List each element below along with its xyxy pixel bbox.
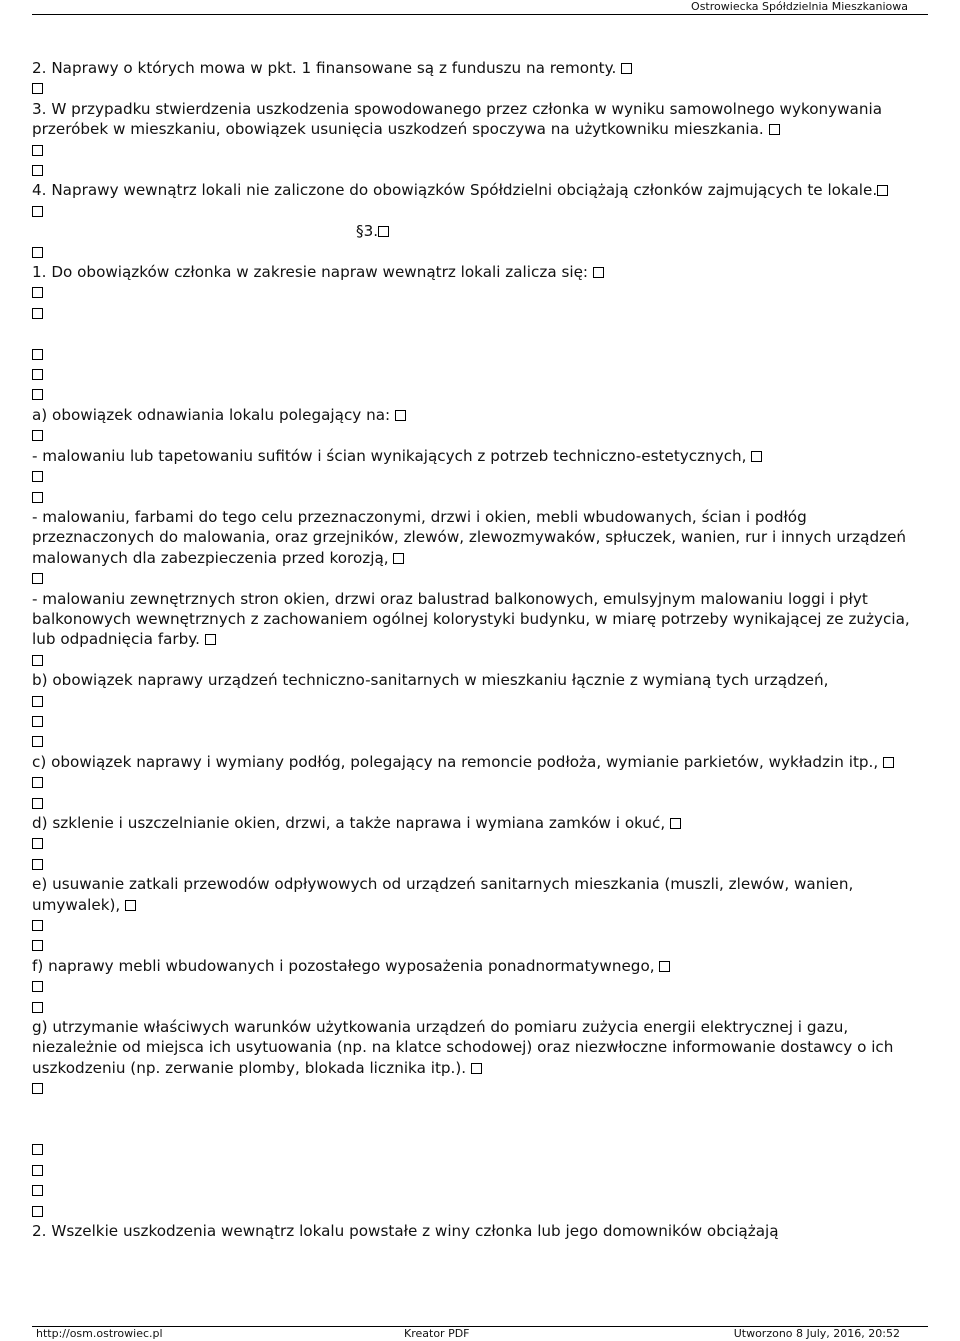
box-icon [32, 981, 43, 992]
empty-line [32, 935, 920, 955]
box-icon [883, 757, 894, 768]
box-icon [32, 1185, 43, 1196]
box-icon [32, 145, 43, 156]
box-icon [32, 83, 43, 94]
box-icon [32, 736, 43, 747]
box-icon [751, 451, 762, 462]
empty-line [32, 1180, 920, 1200]
box-icon [32, 1165, 43, 1176]
empty-line [32, 1139, 920, 1159]
box-icon [32, 798, 43, 809]
empty-line [32, 1160, 920, 1180]
box-icon [32, 165, 43, 176]
empty-line [32, 731, 920, 751]
empty-line [32, 344, 920, 364]
empty-line [32, 78, 920, 98]
box-icon [32, 369, 43, 380]
list-item: d) szklenie i uszczelnianie okien, drzwi, a także naprawa i wymiana zamków i okuć, [32, 813, 920, 833]
empty-line [32, 282, 920, 302]
box-icon [32, 1144, 43, 1155]
empty-line [32, 1201, 920, 1221]
paragraph: 3. W przypadku stwierdzenia uszkodzenia spowodowanego przez członka w wyniku samowolnego wykonywania przeróbek w mieszkaniu, obowiązek usunięcia uszkodzeń spoczywa na użytkowniku mieszkania. [32, 99, 887, 139]
empty-line [32, 242, 920, 262]
header-title: Ostrowiecka Spółdzielnia Mieszkaniowa [691, 0, 908, 13]
footer-url[interactable]: http://osm.ostrowiec.pl [36, 1327, 163, 1340]
box-icon [32, 287, 43, 298]
box-icon [32, 859, 43, 870]
empty-line [32, 140, 920, 160]
box-icon [32, 206, 43, 217]
box-icon [769, 124, 780, 135]
empty-line [32, 833, 920, 853]
box-icon [593, 267, 604, 278]
box-icon [32, 308, 43, 319]
box-icon [32, 777, 43, 788]
box-icon [32, 430, 43, 441]
box-icon [395, 410, 406, 421]
empty-line [32, 711, 920, 731]
box-icon [32, 471, 43, 482]
empty-line [32, 425, 920, 445]
list-subitem: - malowaniu lub tapetowaniu sufitów i ścian wynikających z potrzeb techniczno-estetycznych, [32, 446, 920, 466]
footer-creator: Kreator PDF [404, 1327, 470, 1340]
document-body [32, 58, 920, 1242]
box-icon [621, 63, 632, 74]
empty-line [32, 303, 920, 323]
box-icon [659, 961, 670, 972]
empty-line [32, 466, 920, 486]
box-icon [32, 492, 43, 503]
box-icon [877, 185, 888, 196]
box-icon [205, 634, 216, 645]
empty-line [32, 915, 920, 935]
list-item: f) naprawy mebli wbudowanych i pozostałego wyposażenia ponadnormatywnego, [32, 956, 920, 976]
box-icon [125, 900, 136, 911]
empty-line [32, 201, 920, 221]
list-item: g) utrzymanie właściwych warunków użytkowania urządzeń do pomiaru zużycia energii elektrycznej i gazu, niezależnie od miejsca ich usytuowania (np. na klatce schodowej) oraz niezwłoczne informowanie dostawcy o ich uszkodzeniu (np. zerwanie plomby, blokada licznika itp.). [32, 1018, 899, 1077]
box-icon [32, 940, 43, 951]
list-subitem: - malowaniu, farbami do tego celu przeznaczonymi, drzwi i okien, mebli wbudowanych, ścian i podłóg przeznaczonych do malowania, oraz grzejników, zlewów, zlewozmywaków, spłuczek, wanien, rur i innych urządzeń malowanych dla zabezpieczenia przed korozją, [32, 507, 911, 567]
empty-line [32, 160, 920, 180]
empty-line [32, 772, 920, 792]
empty-line [32, 976, 920, 996]
box-icon [32, 655, 43, 666]
box-icon [670, 818, 681, 829]
list-subitem: - malowaniu zewnętrznych stron okien, drzwi oraz balustrad balkonowych, emulsyjnym malowaniu loggi i płyt balkonowych wewnętrznych z zachowaniem ogólnej kolorystyki budynku, w miarę potrzeby wynikającej ze zużycia, lub odpadnięcia farby. [32, 589, 915, 649]
empty-line [32, 691, 920, 711]
box-icon [32, 920, 43, 931]
empty-line [32, 793, 920, 813]
box-icon [32, 247, 43, 258]
paragraph: 2. Wszelkie uszkodzenia wewnątrz lokalu powstałe z winy członka lub jego domowników obciążają [32, 1222, 779, 1241]
empty-line [32, 487, 920, 507]
footer-created: Utworzono 8 July, 2016, 20:52 [733, 1327, 900, 1340]
empty-line [32, 568, 920, 588]
box-icon [32, 1206, 43, 1217]
list-item: e) usuwanie zatkali przewodów odpływowych od urządzeń sanitarnych mieszkania (muszli, zlewów, wanien, umywalek), [32, 875, 859, 914]
list-item: c) obowiązek naprawy i wymiany podłóg, polegający na remoncie podłoża, wymianie parkietów, wykładzin itp., [32, 752, 920, 772]
box-icon [32, 389, 43, 400]
box-icon [32, 696, 43, 707]
page-header [32, 0, 928, 15]
empty-line [32, 650, 920, 670]
page-footer [32, 1326, 928, 1341]
paragraph: 4. Naprawy wewnątrz lokali nie zaliczone do obowiązków Spółdzielni obciążają członków zajmujących te lokale. [32, 180, 920, 200]
paragraph: 1. Do obowiązków członka w zakresie napraw wewnątrz lokali zalicza się: [32, 262, 920, 282]
box-icon [32, 838, 43, 849]
empty-line [32, 1078, 920, 1098]
empty-line [32, 384, 920, 404]
box-icon [32, 716, 43, 727]
box-icon [32, 573, 43, 584]
box-icon [393, 553, 404, 564]
empty-line [32, 997, 920, 1017]
box-icon [32, 1083, 43, 1094]
list-item: b) obowiązek naprawy urządzeń techniczno-sanitarnych w mieszkaniu łącznie z wymianą tych urządzeń, [32, 671, 829, 690]
list-item: a) obowiązek odnawiania lokalu polegający na: [32, 405, 920, 425]
empty-line [32, 364, 920, 384]
box-icon [32, 349, 43, 360]
paragraph: 2. Naprawy o których mowa w pkt. 1 finansowane są z funduszu na remonty. [32, 58, 920, 78]
box-icon [378, 226, 389, 237]
section-heading: §3. [32, 221, 920, 241]
empty-line [32, 854, 920, 874]
box-icon [32, 1002, 43, 1013]
box-icon [471, 1063, 482, 1074]
